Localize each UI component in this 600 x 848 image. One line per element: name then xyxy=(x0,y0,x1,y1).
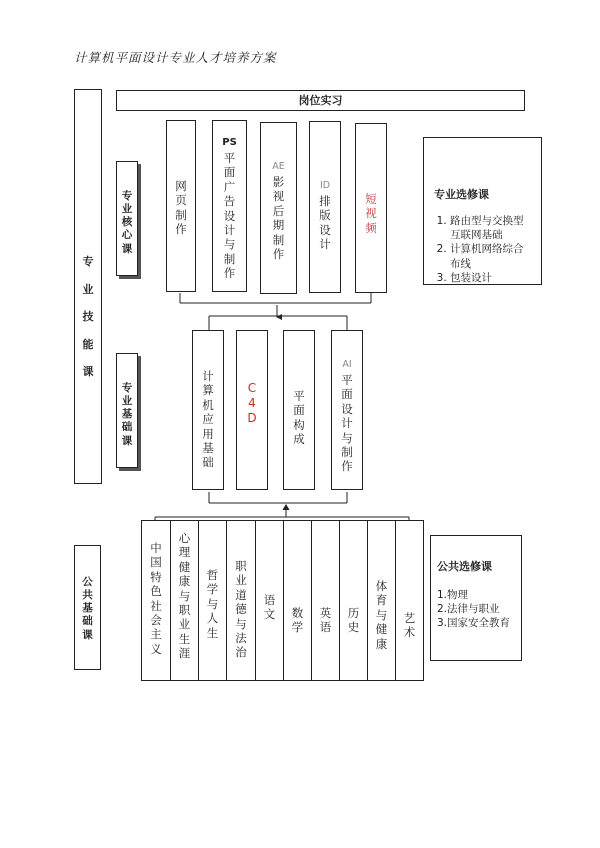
core-course-prefix: PS xyxy=(222,137,237,148)
public-course xyxy=(227,521,256,680)
basic-course-composition xyxy=(283,330,315,490)
public-course-text: 语 文 xyxy=(263,593,276,622)
public-course-text: 英 语 xyxy=(319,606,332,635)
category-skills-label: 专 业 技 能 课 xyxy=(82,255,94,378)
core-course-text: 平 面 广 告 设 计 与 制 作 xyxy=(223,151,236,280)
elective-public xyxy=(430,535,522,661)
internship-box xyxy=(116,90,525,111)
elective-major-item: 2. 计算机网络综合布线 xyxy=(450,242,533,270)
core-course-short-video xyxy=(355,123,387,293)
core-course-ps xyxy=(212,120,247,292)
elective-major xyxy=(423,137,542,285)
elective-public-item: 1.物理 xyxy=(437,589,469,601)
public-course xyxy=(171,521,199,680)
elective-major-item: 1. 路由型与交换型互联网基础 xyxy=(450,214,533,242)
basic-course-prefix: AI xyxy=(342,359,352,370)
public-course xyxy=(368,521,396,680)
basic-course-text: 平 面 设 计 与 制 作 xyxy=(341,373,353,474)
category-skills xyxy=(74,89,102,484)
category-basic-label: 专 业 基 础 课 xyxy=(121,382,133,447)
public-course xyxy=(396,521,423,680)
basic-course-ai xyxy=(331,330,363,490)
internship-label: 岗位实习 xyxy=(298,94,343,107)
public-course-text: 心 理 健 康 与 职 业 生 涯 xyxy=(178,531,191,660)
public-course xyxy=(256,521,284,680)
public-course-text: 艺 术 xyxy=(403,611,416,640)
public-course-text: 哲 学 与 人 生 xyxy=(206,568,219,640)
core-course-prefix: AE xyxy=(272,161,285,172)
elective-public-title: 公共选修课 xyxy=(437,560,492,573)
core-course-text: 网 页 制 作 xyxy=(175,179,187,237)
public-course-text: 体 育 与 健 康 xyxy=(375,579,388,651)
category-core xyxy=(116,161,138,276)
core-course-id xyxy=(309,121,341,293)
core-course-text: 短 视 频 xyxy=(365,192,377,235)
core-course-prefix: ID xyxy=(319,180,331,191)
category-core-label: 专 业 核 心 课 xyxy=(121,190,133,255)
public-course xyxy=(199,521,227,680)
basic-course-computer xyxy=(192,330,224,490)
public-course xyxy=(284,521,312,680)
public-courses xyxy=(141,520,424,681)
category-public xyxy=(74,545,101,670)
category-basic xyxy=(116,353,138,468)
public-course-text: 中 国 特 色 社 会 主 义 xyxy=(150,541,162,656)
elective-major-title: 专业选修课 xyxy=(434,188,489,201)
elective-public-item: 2.法律与职业 xyxy=(437,603,500,616)
core-course-text: 影 视 后 期 制 作 xyxy=(272,175,285,261)
elective-major-item: 3. 包装设计 xyxy=(450,271,533,285)
basic-course-text: 计 算 机 应 用 基 础 xyxy=(202,369,214,470)
basic-course-text: 平 面 构 成 xyxy=(293,389,305,447)
public-course xyxy=(142,521,171,680)
core-course-ae xyxy=(260,122,297,294)
public-course xyxy=(340,521,368,680)
category-public-label: 公 共 基 础 课 xyxy=(82,576,93,641)
public-course-text: 职 业 道 德 与 法 治 xyxy=(235,559,247,660)
elective-public-item: 3.国家安全教育 xyxy=(437,617,511,630)
document-title: 计算机平面设计专业人才培养方案 xyxy=(74,50,277,65)
public-course xyxy=(312,521,340,680)
basic-course-text: C 4 D xyxy=(247,381,257,425)
public-course-text: 历 史 xyxy=(347,606,360,635)
core-course-text: 排 版 设 计 xyxy=(319,194,331,252)
public-course-text: 数 学 xyxy=(291,606,304,635)
basic-course-c4d xyxy=(236,330,268,490)
core-course-web xyxy=(166,120,196,292)
